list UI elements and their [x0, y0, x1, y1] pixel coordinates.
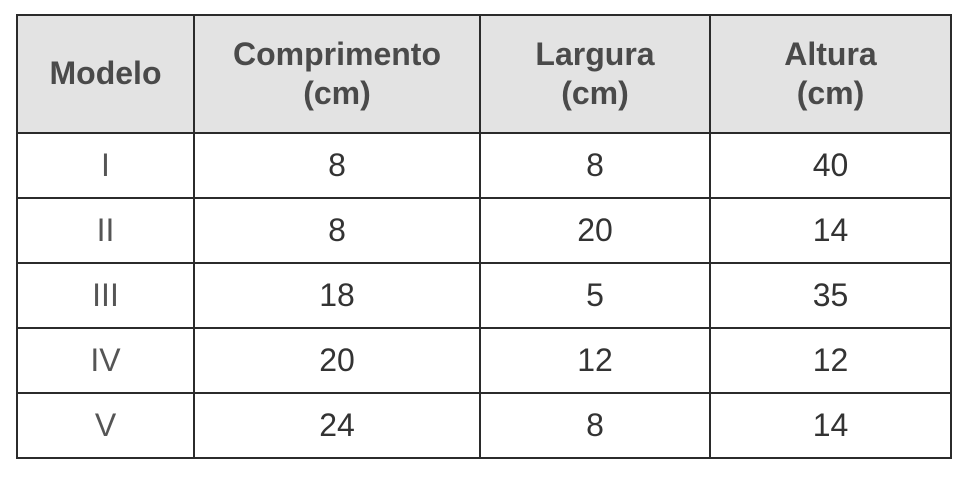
header-largura [480, 15, 710, 133]
cell-comprimento: 18 [194, 263, 480, 328]
table-row [17, 263, 951, 328]
cell-largura: 5 [480, 263, 710, 328]
cell-altura: 35 [710, 263, 951, 328]
cell-modelo: I [17, 133, 194, 198]
table-row [17, 328, 951, 393]
cell-modelo: V [17, 393, 194, 458]
header-altura-label: Altura [784, 35, 877, 72]
cell-altura: 14 [710, 393, 951, 458]
header-largura-unit: (cm) [561, 75, 629, 111]
header-largura-label: Largura [535, 35, 655, 72]
cell-comprimento: 20 [194, 328, 480, 393]
header-comprimento [194, 15, 480, 133]
cell-largura: 20 [480, 198, 710, 263]
cell-altura: 14 [710, 198, 951, 263]
header-modelo [17, 15, 194, 133]
table-row [17, 133, 951, 198]
dimensions-table-container [16, 14, 952, 459]
cell-modelo: IV [17, 328, 194, 393]
header-comprimento-unit: (cm) [303, 75, 371, 111]
cell-largura: 8 [480, 133, 710, 198]
cell-altura: 40 [710, 133, 951, 198]
header-comprimento-label: Comprimento [233, 35, 441, 72]
cell-modelo: III [17, 263, 194, 328]
cell-comprimento: 8 [194, 198, 480, 263]
header-altura [710, 15, 951, 133]
cell-modelo: II [17, 198, 194, 263]
table-row [17, 198, 951, 263]
cell-altura: 12 [710, 328, 951, 393]
cell-comprimento: 8 [194, 133, 480, 198]
header-modelo-label: Modelo [49, 55, 162, 92]
dimensions-table [16, 14, 952, 459]
table-row [17, 393, 951, 458]
cell-largura: 12 [480, 328, 710, 393]
cell-comprimento: 24 [194, 393, 480, 458]
table-header-row [17, 15, 951, 133]
cell-largura: 8 [480, 393, 710, 458]
header-altura-unit: (cm) [796, 75, 865, 111]
